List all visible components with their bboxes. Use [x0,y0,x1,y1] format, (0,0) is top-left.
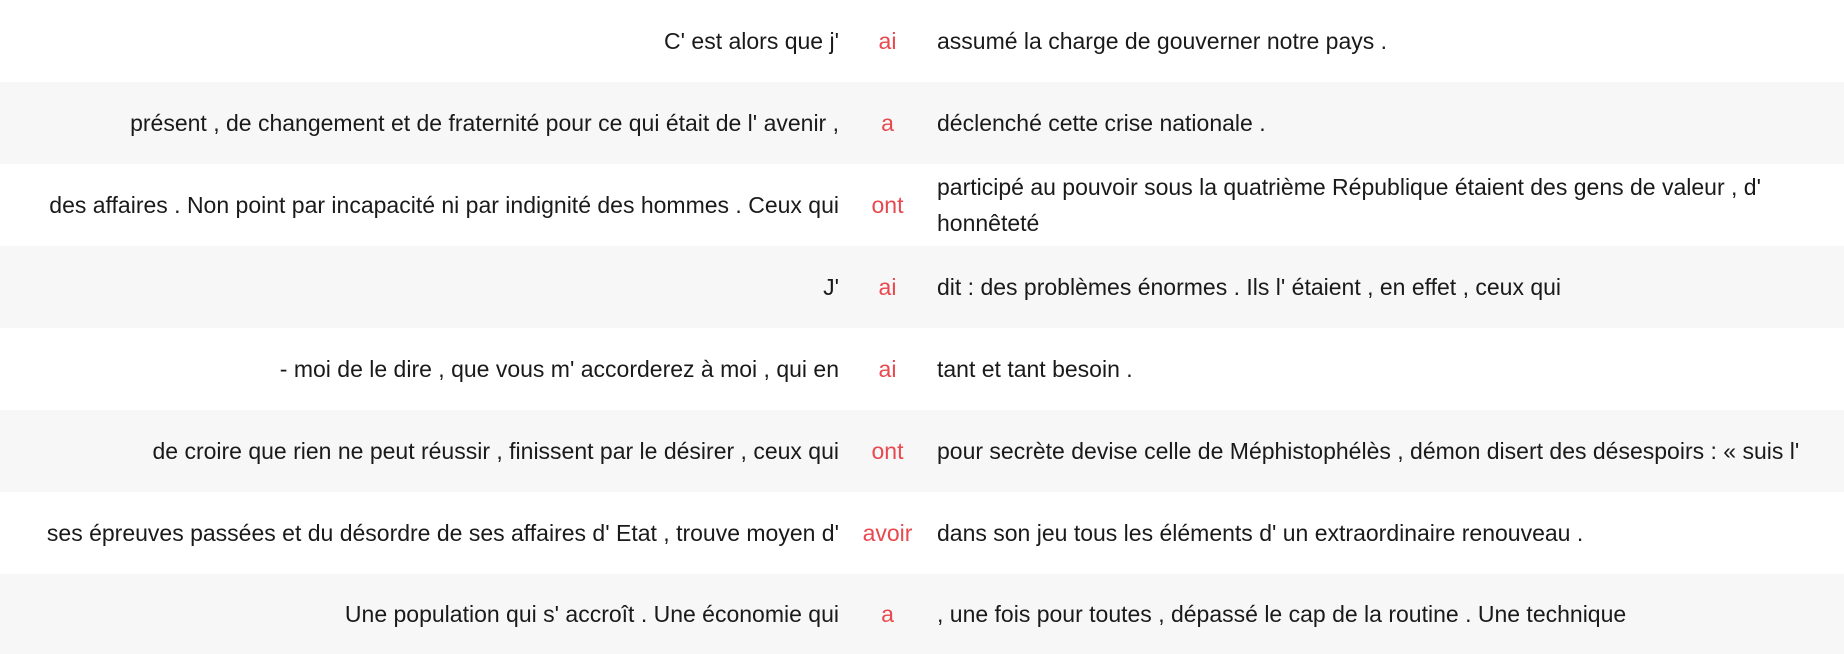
keyword: ai [878,28,897,54]
keyword: ai [878,274,897,300]
keyword: avoir [862,520,913,546]
concordance-row [0,82,1844,164]
right-context: assumé la charge de gouverner notre pays . [937,28,1388,54]
keyword: ont [871,438,904,464]
left-context: ses épreuves passées et du désordre de ses affaires d' Etat , trouve moyen d' [46,520,839,546]
left-context: de croire que rien ne peut réussir , finissent par le désirer , ceux qui [152,438,839,464]
right-context: déclenché cette crise nationale . [937,110,1266,136]
right-context: tant et tant besoin . [937,356,1133,382]
left-context: C' est alors que j' [664,28,839,54]
concordance-row [0,164,1844,246]
keyword: ont [871,192,904,218]
left-context: - moi de le dire , que vous m' accorderez à moi , qui en [279,356,839,382]
right-context: dit : des problèmes énormes . Ils l' étaient , en effet , ceux qui [937,274,1562,300]
keyword: a [881,110,894,136]
concordance-row [0,410,1844,492]
concordance-row [0,0,1844,82]
left-context: J' [823,274,839,300]
left-context: des affaires . Non point par incapacité ni par indignité des hommes . Ceux qui [49,192,839,218]
right-context: participé au pouvoir sous la quatrième République étaient des gens de valeur , d' honnêteté [937,174,1761,236]
concordance-row [0,246,1844,328]
left-context: présent , de changement et de fraternité pour ce qui était de l' avenir , [130,110,839,136]
right-context: dans son jeu tous les éléments d' un extraordinaire renouveau . [937,520,1584,546]
keyword: a [881,601,894,627]
keyword: ai [878,356,897,382]
right-context: , une fois pour toutes , dépassé le cap de la routine . Une technique [937,601,1627,627]
concordance-row [0,492,1844,574]
concordance-row [0,328,1844,410]
right-context: pour secrète devise celle de Méphistophélès , démon disert des désespoirs : « suis l' [937,438,1800,464]
left-context: Une population qui s' accroît . Une économie qui [344,601,839,627]
concordance-row [0,574,1844,654]
